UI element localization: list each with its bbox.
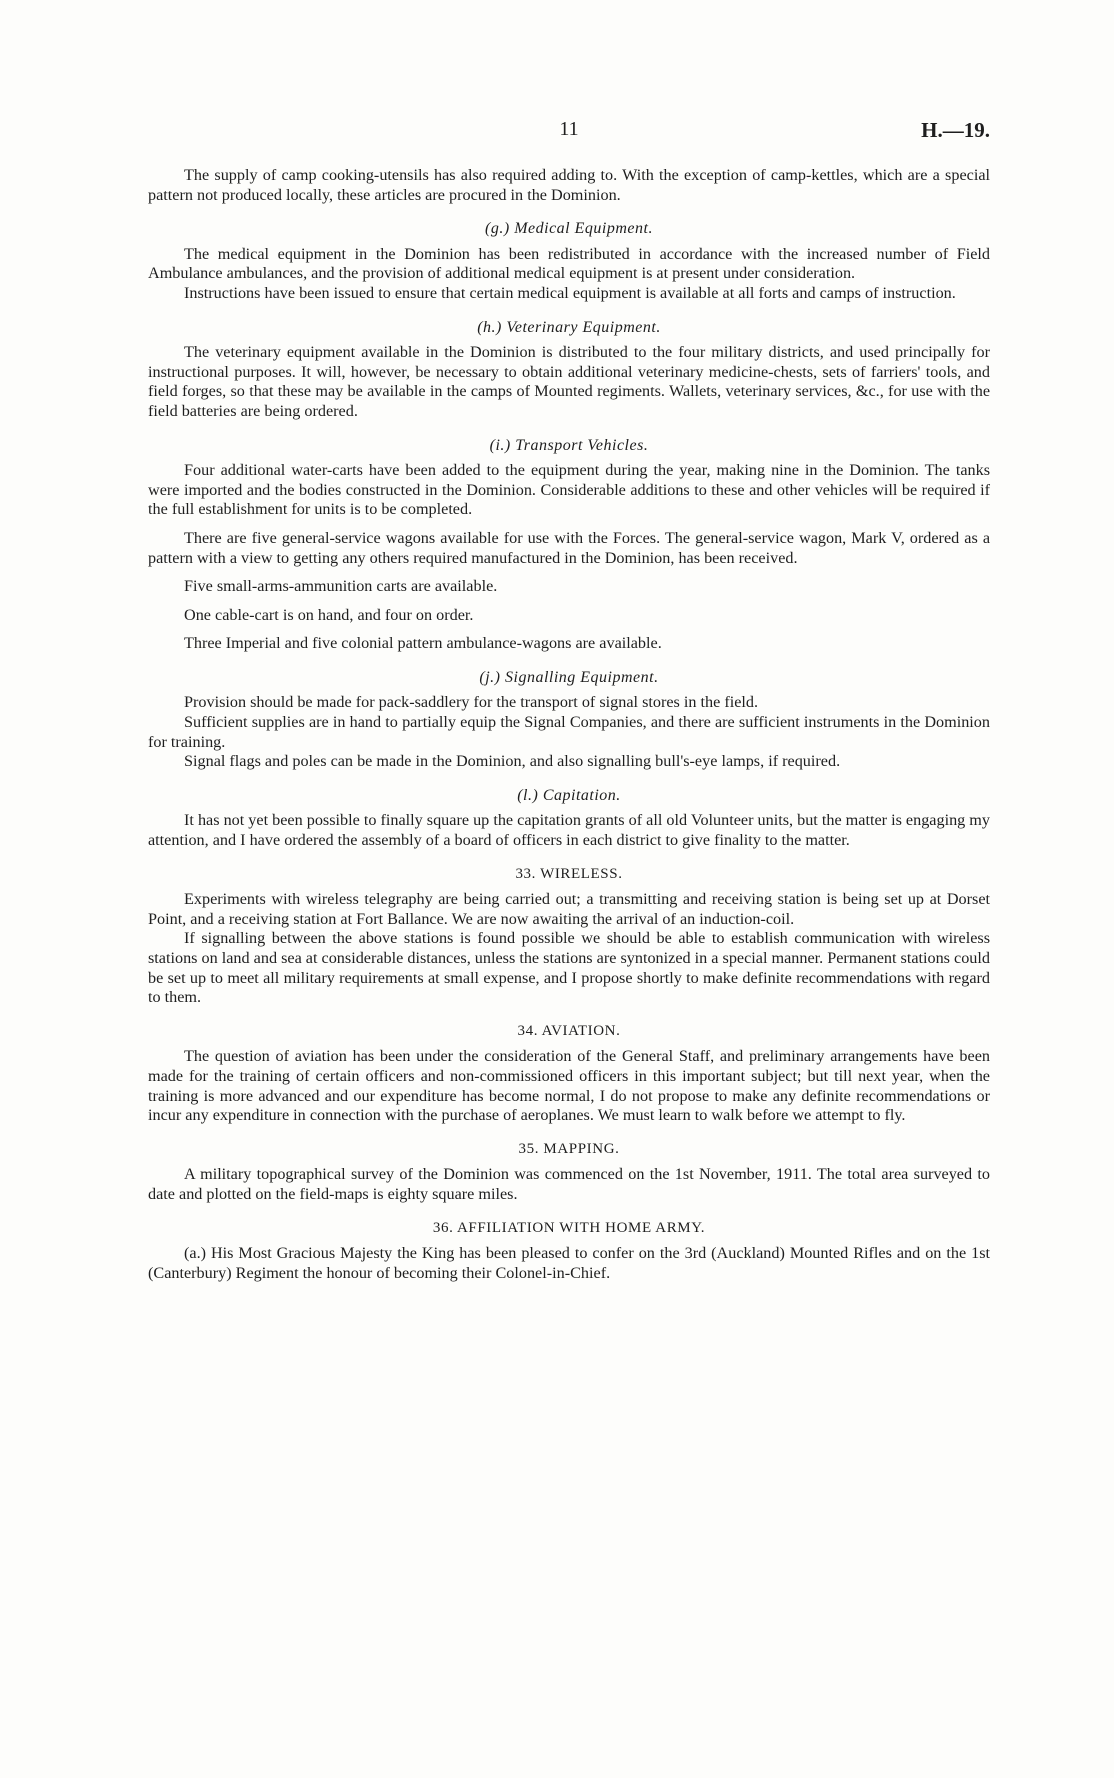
document-body: [148, 166, 990, 1283]
paragraph: Three Imperial and five colonial pattern ambulance-wagons are available.: [184, 634, 662, 653]
paragraph: The veterinary equipment available in the Dominion is distributed to the four military districts, and used principally for instructional purposes. It will, however, be necessary to obtain additional veterinary medicine-chests, sets of farriers' tools, and field forges, so that these may be available in the camps of Mounted regiments. Wallets, veterinary services, &c., for use with the field batteries are being ordered.: [148, 343, 990, 420]
paragraph: A military topographical survey of the Dominion was commenced on the 1st November, 1911. The total area surveyed to date and plotted on the field-maps is eighty square miles.: [148, 1165, 990, 1203]
subsection-heading: (l.) Capitation.: [517, 786, 621, 804]
paragraph: Sufficient supplies are in hand to partially equip the Signal Companies, and there are sufficient instruments in the Dominion for training.: [148, 713, 990, 751]
subsection-heading: (h.) Veterinary Equipment.: [477, 318, 661, 336]
subsection-heading: (i.) Transport Vehicles.: [489, 436, 649, 454]
paragraph: If signalling between the above stations is found possible we should be able to establish communication with wireless stations on land and sea at considerable distances, unless the stations are syntonized in a special manner. Permanent stations could be set up to meet all military requirements at small expense, and I propose shortly to make definite recommendations with regard to them.: [148, 929, 990, 1007]
section-heading: 36. AFFILIATION WITH HOME ARMY.: [432, 1219, 706, 1236]
paragraph: Provision should be made for pack-saddlery for the transport of signal stores in the field.: [184, 693, 759, 712]
section-heading: 35. MAPPING.: [518, 1140, 620, 1157]
paragraph: Experiments with wireless telegraphy are being carried out; a transmitting and receiving station is being set up at Dorset Point, and a receiving station at Fort Ballance. We are now awaiting the arrival of an induction-coil.: [148, 890, 990, 928]
paragraph: Five small-arms-ammunition carts are available.: [184, 577, 498, 596]
paragraph: The medical equipment in the Dominion has been redistributed in accordance with the increased number of Field Ambulance ambulances, and the provision of additional medical equipment is at present under consideration.: [148, 244, 990, 283]
subsection-heading: (j.) Signalling Equipment.: [479, 668, 659, 686]
subsection-heading: (g.) Medical Equipment.: [485, 220, 653, 238]
paragraph: The question of aviation has been under the consideration of the General Staff, and preliminary arrangements have been made for the training of certain officers and non-commissioned officers in this important subject; but till next year, when the training is more advanced and our expenditure has become normal, I do not propose to make any definite recommendations or incur any expenditure in connection with the purchase of aeroplanes. We must learn to walk before we attempt to fly.: [148, 1047, 990, 1125]
paragraph: The supply of camp cooking-utensils has also required adding to. With the exception of camp-kettles, which are a special pattern not produced locally, these articles are procured in the Dominion.: [148, 166, 990, 204]
paragraph: (a.) His Most Gracious Majesty the King has been pleased to confer on the 3rd (Auckland) Mounted Rifles and on the 1st (Canterbury) Regiment the honour of becoming their Colonel-in-Chief.: [148, 1244, 990, 1282]
section-heading: 33. WIRELESS.: [515, 865, 623, 882]
page-number: 11: [559, 118, 579, 140]
paragraph: Four additional water-carts have been added to the equipment during the year, making nine in the Dominion. The tanks were imported and the bodies constructed in the Dominion. Considerable additions to these and other vehicles will be required if the full establishment for units is to be completed.: [148, 461, 990, 519]
paragraph: Instructions have been issued to ensure that certain medical equipment is available at all forts and camps of instruction.: [184, 283, 956, 302]
section-heading: 34. AVIATION.: [517, 1022, 621, 1039]
paragraph: Signal flags and poles can be made in the Dominion, and also signalling bull's-eye lamps, if required.: [184, 752, 841, 771]
page-header: [148, 118, 990, 148]
paragraph: It has not yet been possible to finally square up the capitation grants of all old Volunteer units, but the matter is engaging my attention, and I have ordered the assembly of a board of officers in each district to give finality to the matter.: [148, 811, 990, 850]
paragraph: One cable-cart is on hand, and four on order.: [184, 605, 474, 624]
document-reference: H.—19.: [921, 118, 990, 142]
paragraph: There are five general-service wagons available for use with the Forces. The general-service wagon, Mark V, ordered as a pattern with a view to getting any others required manufactured in the Dominion, has been received.: [148, 528, 990, 567]
